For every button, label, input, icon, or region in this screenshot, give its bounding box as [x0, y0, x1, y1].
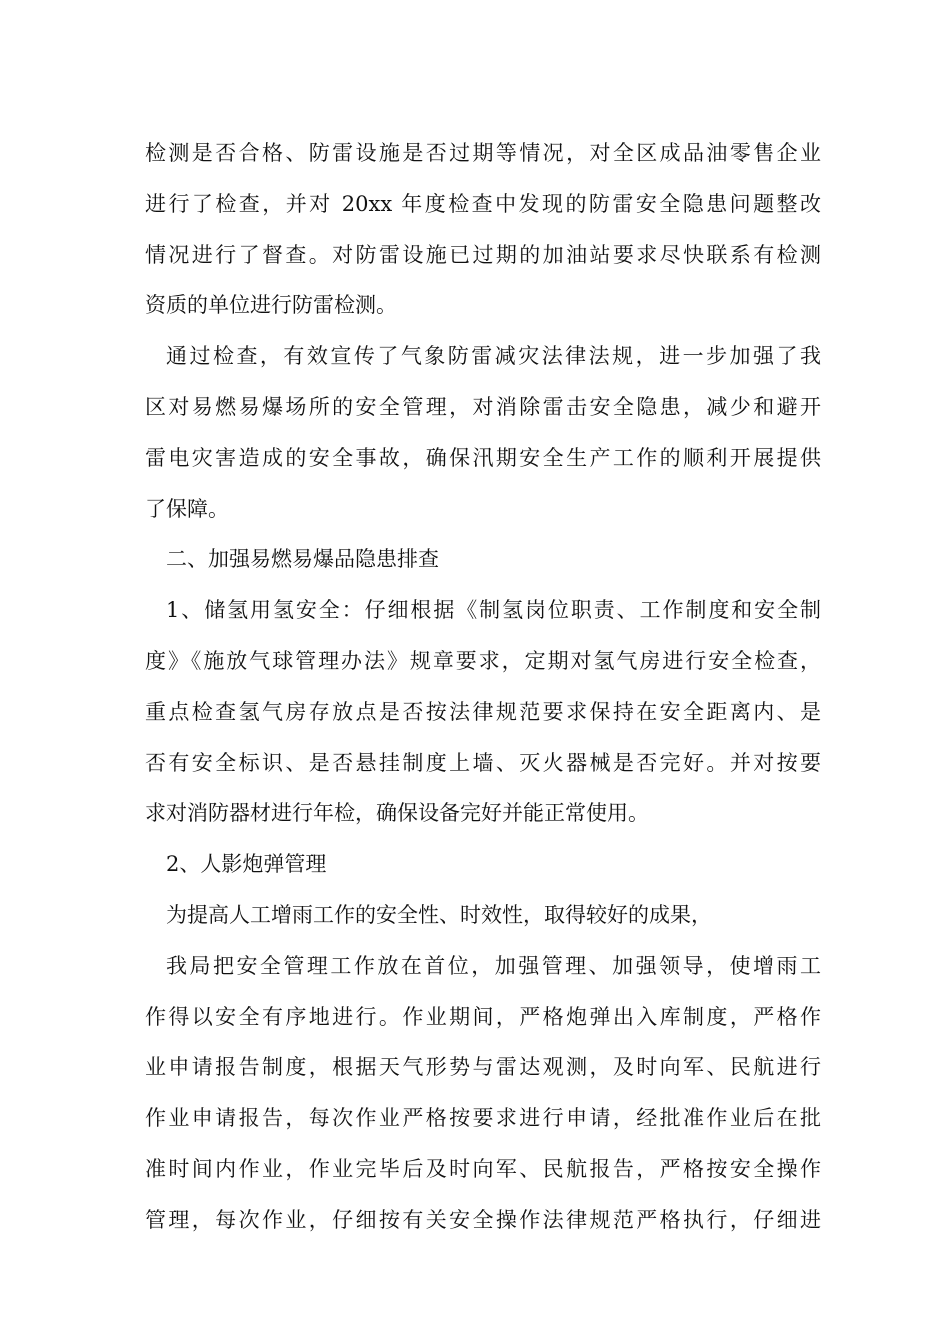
text-line: 区对易燃易爆场所的安全管理，对消除雷击安全隐患，减少和避开 — [145, 394, 821, 419]
text-line: 资质的单位进行防雷检测。 — [145, 293, 397, 318]
text-line: 雷电灾害造成的安全事故，确保汛期安全生产工作的顺利开展提供 — [145, 445, 821, 470]
paragraph-first-line: 为提高人工增雨工作的安全性、时效性，取得较好的成果， — [166, 902, 712, 927]
text-line: 业申请报告制度，根据天气形势与雷达观测，及时向军、民航进行 — [145, 1055, 821, 1080]
text-line: 作得以安全有序地进行。作业期间，严格炮弹出入库制度，严格作 — [145, 1004, 821, 1029]
text-line: 重点检查氢气房存放点是否按法律规范要求保持在安全距离内、是 — [145, 699, 821, 724]
subsection-heading: 2、人影炮弹管理 — [166, 852, 327, 877]
text-line: 度》《施放气球管理办法》规章要求，定期对氢气房进行安全检查， — [145, 648, 821, 673]
text-line: 否有安全标识、是否悬挂制度上墙、灭火器械是否完好。并对按要 — [145, 750, 821, 775]
text-line: 求对消防器材进行年检，确保设备完好并能正常使用。 — [145, 801, 649, 826]
text-line: 作业申请报告，每次作业严格按要求进行申请，经批准作业后在批 — [145, 1106, 821, 1131]
text-line: 情况进行了督查。对防雷设施已过期的加油站要求尽快联系有检测 — [145, 242, 821, 267]
text-line: 准时间内作业，作业完毕后及时向军、民航报告，严格按安全操作 — [145, 1156, 821, 1181]
text-line: 检测是否合格、防雷设施是否过期等情况，对全区成品油零售企业 — [145, 141, 821, 165]
paragraph-first-line: 我局把安全管理工作放在首位，加强管理、加强领导，使增雨工 — [166, 953, 821, 978]
paragraph-first-line: 1、储氢用氢安全：仔细根据《制氢岗位职责、工作制度和安全制 — [166, 598, 821, 623]
text-line: 了保障。 — [145, 496, 229, 521]
section-heading: 二、加强易燃易爆品隐患排查 — [166, 547, 439, 572]
text-line: 进行了检查，并对 20xx 年度检查中发现的防雷安全隐患问题整改 — [145, 191, 821, 216]
paragraph-first-line: 通过检查，有效宣传了气象防雷减灾法律法规，进一步加强了我 — [166, 344, 821, 369]
text-line: 管理，每次作业，仔细按有关安全操作法律规范严格执行，仔细进 — [145, 1207, 821, 1232]
document-body — [145, 128, 821, 1246]
